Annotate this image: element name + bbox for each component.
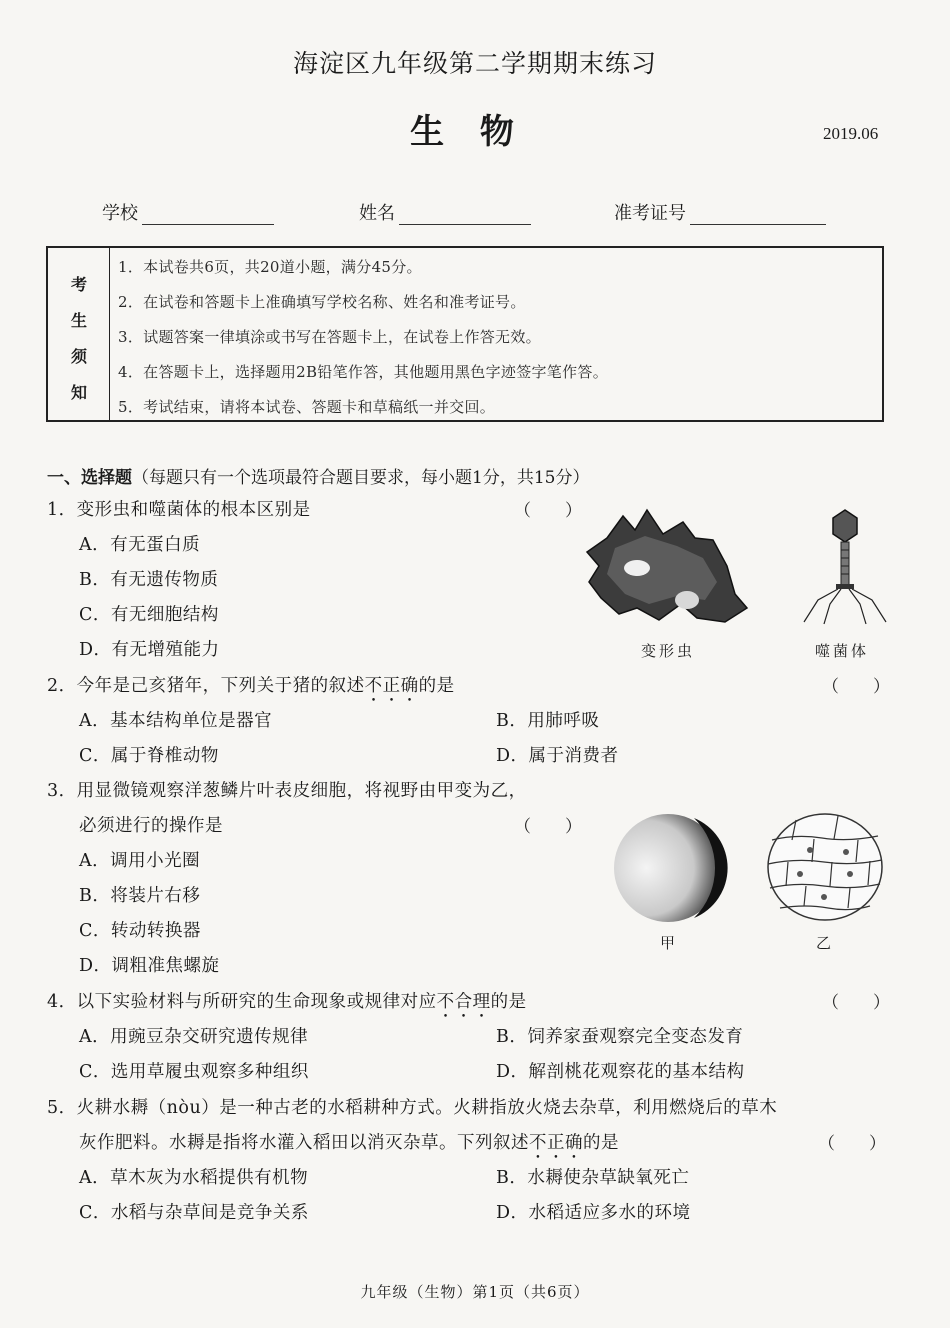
notice-label-char: 知	[70, 383, 87, 402]
option-a: A．基本结构单位是器官	[79, 711, 273, 731]
answer-paren[interactable]: （ ）	[822, 993, 890, 1013]
microscope-view-jia	[612, 812, 724, 924]
question-1-stem: 1．变形虫和噬菌体的根本区别是	[47, 500, 311, 520]
question-5-stem: 5．火耕水耨（nòu）是一种古老的水稻耕种方式。火耕指放火烧去杂草，利用燃烧后的草木	[47, 1098, 778, 1118]
option-b: B．将装片右移	[79, 886, 201, 906]
stem-end: 的是	[418, 676, 455, 696]
name-label: 姓名	[359, 203, 395, 224]
question-3-stem-2: 必须进行的操作是	[79, 816, 223, 836]
option-d: D．属于消费者	[496, 746, 619, 766]
option-a: A．草木灰为水稻提供有机物	[79, 1168, 309, 1188]
emphasis-text: 不正确	[529, 1133, 583, 1153]
school-blank[interactable]	[142, 206, 274, 225]
candidate-notice-box	[46, 246, 884, 422]
question-5-stem-2	[79, 1129, 619, 1163]
notice-item: 2．在试卷和答题卡上准确填写学校名称、姓名和准考证号。	[118, 293, 526, 311]
caption-jia: 甲	[660, 934, 679, 952]
option-b: B．饲养家蚕观察完全变态发育	[496, 1027, 744, 1047]
answer-paren[interactable]: （ ）	[822, 677, 890, 697]
notice-label-char: 须	[70, 347, 87, 366]
bacteriophage-figure	[800, 508, 890, 628]
notice-item: 1．本试卷共6页，共20道小题，满分45分。	[118, 258, 422, 276]
stem-end: 的是	[583, 1133, 619, 1153]
option-c: C．转动转换器	[79, 921, 201, 941]
option-a: A．用豌豆杂交研究遗传规律	[79, 1027, 309, 1047]
notice-item: 5．考试结束，请将本试卷、答题卡和草稿纸一并交回。	[118, 398, 496, 416]
exam-date: 2019.06	[823, 124, 879, 143]
emphasis-text: 不正确	[364, 676, 419, 696]
amoeba-figure	[585, 508, 755, 628]
question-2-stem	[47, 672, 455, 706]
question-3-stem: 3．用显微镜观察洋葱鳞片叶表皮细胞，将视野由甲变为乙，	[47, 781, 527, 801]
name-field	[359, 199, 531, 225]
notice-label-char: 生	[70, 311, 87, 330]
emphasis-text: 不合理	[436, 992, 491, 1012]
subject-title: 生 物	[410, 112, 526, 152]
page-footer: 九年级（生物）第1页（共6页）	[360, 1283, 590, 1301]
option-a: A．调用小光圈	[79, 851, 201, 871]
school-label: 学校	[102, 203, 138, 224]
exam-title: 海淀区九年级第二学期期末练习	[292, 49, 657, 78]
stem-text: 2．今年是己亥猪年，下列关于猪的叙述	[47, 676, 365, 696]
option-b: B．水耨使杂草缺氧死亡	[496, 1168, 690, 1188]
option-b: B．用肺呼吸	[496, 711, 600, 731]
name-blank[interactable]	[399, 206, 531, 225]
answer-paren[interactable]: （ ）	[514, 501, 582, 521]
question-4-stem	[47, 988, 527, 1022]
option-c: C．水稻与杂草间是竞争关系	[79, 1203, 309, 1223]
notice-item: 3．试题答案一律填涂或书写在答题卡上，在试卷上作答无效。	[118, 328, 541, 346]
microscope-view-yi	[766, 812, 884, 922]
notice-label-char: 考	[70, 275, 87, 294]
option-c: C．属于脊椎动物	[79, 746, 219, 766]
stem-text: 灰作肥料。水耨是指将水灌入稻田以消灭杂草。下列叙述	[79, 1133, 529, 1153]
section-heading	[47, 463, 589, 488]
exam-id-blank[interactable]	[690, 206, 826, 225]
exam-id-field	[614, 199, 826, 225]
stem-text: 4．以下实验材料与所研究的生命现象或规律对应	[47, 992, 437, 1012]
option-c: C．有无细胞结构	[79, 605, 219, 625]
answer-paren[interactable]: （ ）	[818, 1134, 886, 1154]
option-a: A．有无蛋白质	[79, 535, 201, 555]
option-d: D．解剖桃花观察花的基本结构	[496, 1062, 745, 1082]
answer-paren[interactable]: （ ）	[514, 817, 582, 837]
option-d: D．调粗准焦螺旋	[79, 956, 220, 976]
bacteriophage-caption: 噬菌体	[815, 642, 870, 660]
option-b: B．有无遗传物质	[79, 570, 219, 590]
amoeba-caption: 变形虫	[641, 642, 696, 660]
stem-end: 的是	[490, 992, 527, 1012]
option-d: D．有无增殖能力	[79, 640, 220, 660]
notice-label-column	[48, 248, 110, 420]
section-desc: （每题只有一个选项最符合题目要求，每小题1分，共15分）	[132, 468, 590, 488]
exam-id-label: 准考证号	[614, 203, 686, 224]
school-field	[102, 199, 274, 225]
option-c: C．选用草履虫观察多种组织	[79, 1062, 309, 1082]
notice-item: 4．在答题卡上，选择题用2B铅笔作答，其他题用黑色字迹签字笔作答。	[118, 363, 609, 381]
section-label: 一、选择题	[47, 468, 132, 488]
caption-yi: 乙	[816, 934, 835, 952]
option-d: D．水稻适应多水的环境	[496, 1203, 691, 1223]
